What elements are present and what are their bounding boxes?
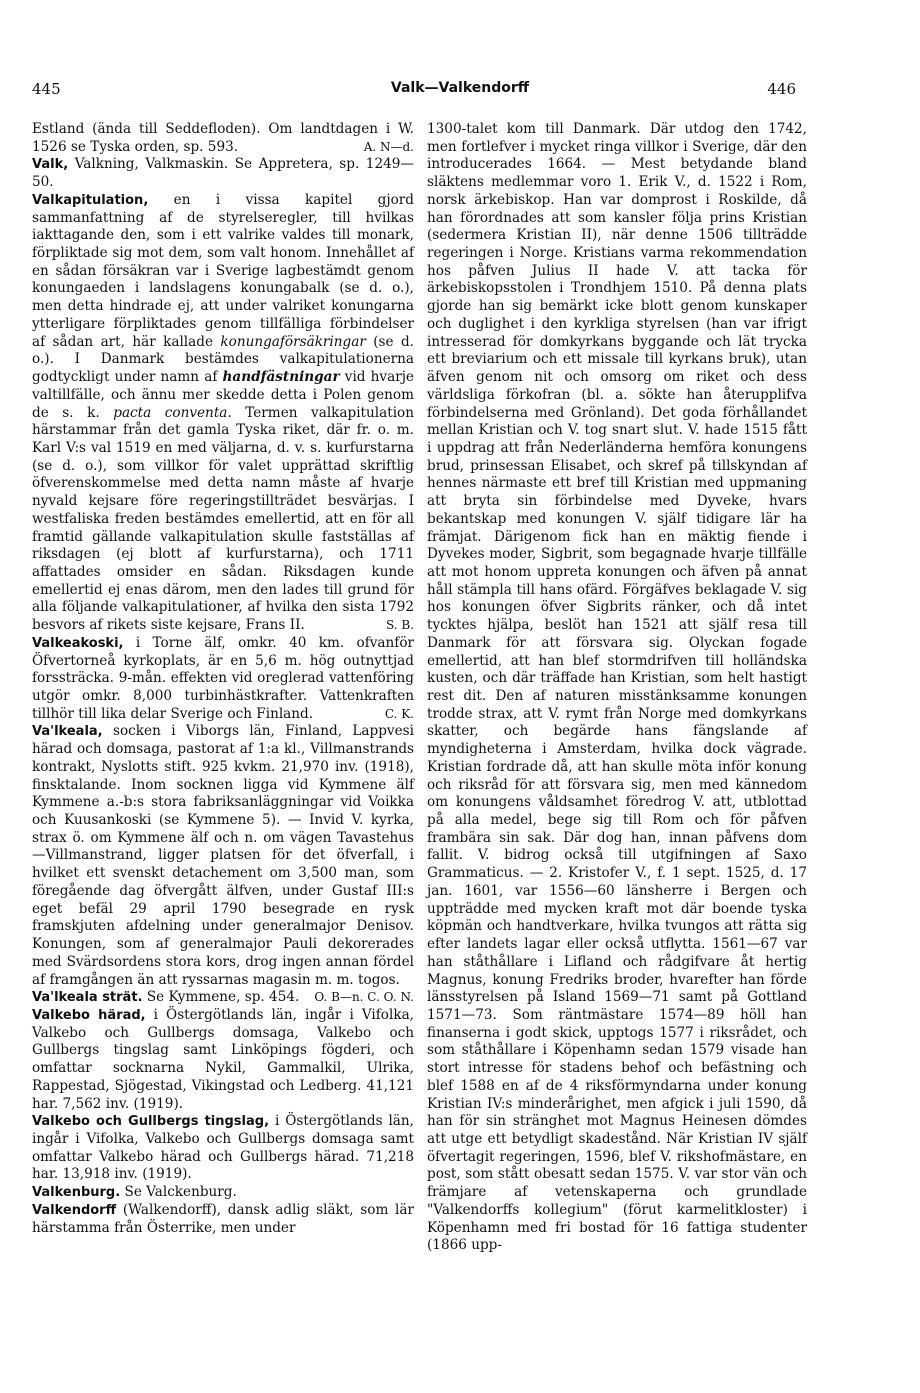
headword: Valkenburg. (32, 1185, 121, 1201)
entry-valkeakoski: Valkeakoski, i Torne älf, omkr. 40 km. ofvanför Öfvertorneå kyrkoplats, är en 5,6 m. hög outnyttjad forssträcka. 9-mån. effekten vid oreglerad vattenföring utgör omkr. 8,000 turbinhästkrafter. Vattenkraften tillhör till lika delar Sverige och Finland. C. K. (32, 634, 414, 722)
entry-valkebo-harad: Valkebo härad, i Östergötlands län, ingår i Vifolka, Valkebo och Gullbergs domsaga, Valkebo och Gullbergs tingslag samt Linköpings fögderi, och omfattar socknarna Nykil, Gammalkil, Ulrika, Rappestad, Sjögestad, Vikingstad och Ledberg. 41,121 har. 7,562 inv. (1919). (32, 1006, 414, 1112)
signature: O. B—n. C. O. N. (314, 990, 414, 1005)
entry-valkeala-strat: Va'lkeala strät. Se Kymmene, sp. 454. (32, 989, 300, 1006)
entry-valkendorff-continuation: 1300-talet kom till Danmark. Där utdog den 1742, men fortlefver i mycket ringa villkor i Sverige, där den introducerades 1664. — Mest betydande bland släktens medlemmar voro 1. Erik V., d. 1522 i Rom, norsk ärkebiskop. Han var domprost i Roskilde, då han förordnades att som kansler följa prins Kristian (sedermera Kristian II), när denne 1506 tillträdde regeringen i Norge. Kristians varma rekommendation hos påfven Julius II hade V. att tacka för ärkebiskopsstolen i Trondhjem 1510. På denna plats gjorde han sig bemärkt icke blott genom kunskaper och duglighet i den kyrkliga styrelsen (han var ifrigt intresserad för domkyrkans byggande och lät trycka ett breviarium och ett missale till kyrkans bruk), utan äfven genom nit och omsorg om riket och dess världsliga förkofran (bl. a. sökte han återupplifva förbindelserna med Grönland). Det goda förhållandet mellan Kristian och V. tog snart slut. V. hade 1515 fått i uppdrag att från Nederländerna hemföra konungens brud, prinsessan Elisabet, och skref på tillskyndan af hennes närmaste ett bref till Kristian med uppmaning att bryta sin förbindelse med Dyveke, hvars bekantskap med konungen V. själf tidigare lär ha främjat. Därigenom fick han en mäktig fiende i Dyvekes moder, Sigbrit, som begagnade hvarje tillfälle att mot honom uppreta konungen och äfven på annat håll stämpla till hans ofärd. Förgäfves beklagade V. sig hos konungen öfver Sigbrits ränker, och då intet tycktes hjälpa, beslöt han 1521 att själf resa till Danmark för att försvara sig. Olyckan fogade emellertid, att han blef stormdrifven till holländska kusten, och där träffade han Kristian, som helt hastigt rest dit. Den af naturen misstänksamme konungen trodde strax, att V. rymt från Norge med domkyrkans skatter, och begärde hans fängslande af myndigheterna i Amsterdam, hvilka dock vägrade. Kristian fordrade då, att han skulle möta inför konung och riksråd för att försvara sig, men med kännedom om konungens våldsamhet föredrog V. att, utblottad på alla medel, bege sig till Rom och för påfven frambära sin sak. Där dog han, innan påfvens dom fallit. V. bidrog också till utgifningen af Saxo Grammaticus. — 2. Kristofer V., f. 1 sept. 1525, d. 17 jan. 1601, var 1556—60 länsherre i Bergen och uppträdde med mycken kraft mot där boende tyska köpmän och handtverkare, hvilka tvungos att rätta sig efter landets lagar eller också utflytta. 1561—67 var han ståthållare i Lifland och rådgifvare åt hertig Magnus, konung Fredriks broder, hvarefter han förde länsstyrelsen på Island 1569—71 samt på Gottland 1571—73. Som räntmästare 1574—89 höll han finanserna i godt skick, upptogs 1577 i riksrådet, och som ståthållare i Köpenhamn sedan 1579 visade han stort intresse för stadens behof och befästning och blef 1588 en af de 4 riksförmyndarna under konung Kristian IV:s minderårighet, men afgick i juli 1590, då han för sin stränghet mot Magnus Heinesen dömdes att utge ett betydligt skadestånd. När Kristian IV själf öfvertagit regeringen, 1596, blef V. rikshofmästare, en post, som stått obesatt sedan 1575. V. var stor vän och främjare af vetenskaperna och grundlade "Valkendorffs kollegium" (förut karmelitkloster) i Köpenhamn med fri bostad för 16 fattiga studenter (1866 upp- (427, 121, 807, 1254)
page-number-right: 446 (767, 80, 796, 98)
page-header (0, 80, 920, 104)
headword: Valkendorff (32, 1202, 117, 1218)
headword: Valkebo och Gullbergs tingslag, (32, 1114, 270, 1130)
entry-valkenburg: Valkenburg. Se Valckenburg. (32, 1184, 237, 1201)
headword: Valk, (32, 157, 69, 173)
entry-valkendorff: Valkendorff (Walkendorff), dansk adlig släkt, som lär härstamma från Österrike, men under (32, 1201, 414, 1236)
entry-valkebo-tingslag: Valkebo och Gullbergs tingslag, i Östergötlands län, ingår i Vifolka, Valkebo och Gullbergs domsaga samt omfattar Valkebo härad och Gullbergs härad. 71,218 har. 13,918 inv. (1919). (32, 1113, 414, 1183)
column-left (32, 121, 414, 1237)
entry-valkapitulation: Valkapitulation, en i vissa kapitel gjord sammanfattning af de styrelseregler, till hvilkas iakttagande den, som i ett valrike valdes till monark, förpliktade sig mot dem, som valt honom. Innehållet af en sådan försäkran var i Sverige lagbestämdt genom konungaeden i landslagens konungabalk (se d. o.), men detta hindrade ej, att under valriket konungarna ytterligare förpliktades genom tillfälliga förbindelser af sådan art, här kallade konungaförsäkringar (se d. o.). I Danmark bestämdes valkapitulationerna godtyckligt under namn af handfästningar vid hvarje valtillfälle, och ännu mer skedde detta i Polen genom de s. k. pacta conventa. Termen valkapitulation härstammar från det gamla Tyska riket, där fr. o. m. Karl V:s val 1519 en med väljarna, d. v. s. kurfurstarna (se d. o.), som villkor för valet upprättad skriftlig öfverenskommelse med detta namn måste af hvarje nyvald kejsare före regeringstillträdet besvärjas. I westfaliska freden bestämdes emellertid, att en för all framtid gällande valkapitulation skulle fastställas af riksdagen (ej blott af kurfurstarna), och 1711 affattades omsider en sådan. Riksdagen kunde emellertid ej enas därom, men den lades till grund för alla följande valkapitulationer, af hvilka den sista 1792 besvors af rikets siste kejsare, Frans II. S. B. (32, 191, 414, 634)
headword: Valkapitulation, (32, 192, 149, 208)
signature: C. K. (384, 706, 414, 721)
page-number-left: 445 (32, 80, 61, 98)
signature: A. N—d. (363, 139, 414, 154)
running-title: Valk—Valkendorff (390, 80, 530, 96)
headword: Valkebo härad, (32, 1007, 146, 1023)
headword: Valkeakoski, (32, 635, 124, 651)
column-right (427, 121, 807, 1255)
entry-valkeala: Va'lkeala, socken i Viborgs län, Finland, Lappvesi härad och domsaga, pastorat af 1:a kl., Villmanstrands kontrakt, Nyslotts stift. 925 kvkm. 21,970 inv. (1918), finsktalande. Inom socknen ligga vid Kymmene älf Kymmene a.-b:s stora fabriksanläggningar vid Voikka och Kuusankoski (se Kymmene 5). — Invid V. kyrka, strax ö. om Kymmene älf och n. om vägen Tavastehus—Villmanstrand, ligger platsen för det öfverfall, i hvilket ett svenskt detachement om 3,500 man, som föregående dag öfvergått älfven, under Gustaf III:s eget befäl 29 april 1790 besegrade en rysk framskjuten afdelning under generalmajor Denisov. Konungen, som af generalmajor Pauli dekorerades med Svärdsordens stora kors, drog ingen annan fördel af framgången än att ryssarnas magasin m. m. togos. O. B—n. C. O. N. (32, 723, 414, 989)
headword: Va'lkeala strät. (32, 990, 143, 1006)
headword: Va'lkeala, (32, 724, 103, 740)
entry-estland-continuation: Estland (ända till Seddefloden). Om landtdagen i W. 1526 se Tyska orden, sp. 593. A. N—d. (32, 121, 414, 155)
signature: S. B. (385, 618, 414, 633)
entry-valk: Valk, Valkning, Valkmaskin. Se Appretera, sp. 1249—50. (32, 156, 414, 191)
